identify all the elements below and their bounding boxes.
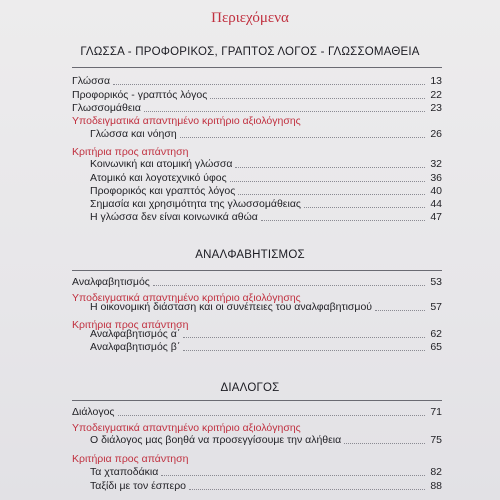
toc-entry [72, 328, 442, 341]
toc-entry-label: Τα χταποδάκια [90, 466, 159, 478]
toc-entry [72, 172, 442, 185]
subsection-label: Υποδειγματικά απαντημένο κριτήριο αξιολόγησης [72, 292, 301, 304]
toc-page-number: 26 [430, 128, 442, 140]
subsection-label: Υποδειγματικά απαντημένο κριτήριο αξιολόγησης [72, 115, 301, 127]
toc-page-number: 44 [430, 198, 442, 210]
dot-leader [161, 475, 425, 476]
toc-page-number: 82 [430, 466, 442, 478]
dot-leader [113, 84, 425, 85]
toc-entry [72, 75, 442, 88]
toc-entry [72, 89, 442, 102]
toc-entry [72, 276, 442, 289]
dot-leader [189, 489, 425, 490]
toc-entry [72, 128, 442, 141]
dot-leader [230, 181, 425, 182]
subsection-label: Κριτήρια προς απάντηση [72, 319, 189, 331]
toc-entry-label: Προφορικός - γραπτός λόγος [72, 89, 208, 101]
subsection-label: Υποδειγματικά απαντημένο κριτήριο αξιολόγησης [72, 422, 301, 434]
section-heading: ΔΙΑΛΟΓΟΣ [220, 382, 280, 394]
toc-page-number: 75 [430, 434, 442, 446]
dot-leader [238, 194, 425, 195]
toc-entry [72, 466, 442, 479]
subsection-label: Κριτήρια προς απάντηση [72, 146, 189, 158]
toc-entry-label: Γλωσσομάθεια [72, 102, 141, 114]
dot-leader [210, 98, 425, 99]
toc-page-number: 57 [430, 301, 442, 313]
section-divider [72, 67, 442, 68]
toc-entry-label: Προφορικός και γραπτός λόγος [90, 185, 236, 197]
toc-entry-label: Ατομικό και λογοτεχνικό ύφος [90, 172, 227, 184]
toc-entry [72, 102, 442, 115]
toc-page-number: 13 [430, 75, 442, 87]
toc-entry-label: Γλώσσα και νόηση [90, 128, 177, 140]
toc-entry-label: Ταξίδι με τον έσπερο [90, 480, 187, 492]
dot-leader [344, 443, 425, 444]
toc-entry-label: Κοινωνική και ατομική γλώσσα [90, 158, 233, 170]
toc-entry [72, 211, 442, 224]
toc-entry-label: Διάλογος [72, 406, 115, 418]
dot-leader [183, 350, 425, 351]
section-heading: ΑΝΑΛΦΑΒΗΤΙΣΜΟΣ [195, 249, 305, 261]
toc-page-number: 88 [430, 480, 442, 492]
dot-leader [261, 220, 425, 221]
toc-entry-label: Αναλφαβητισμός α΄ [90, 328, 181, 340]
toc-entry [72, 301, 442, 314]
dot-leader [153, 285, 425, 286]
toc-entry [72, 158, 442, 171]
toc-page-number: 71 [430, 406, 442, 418]
toc-entry-label: Αναλφαβητισμός [72, 276, 150, 288]
toc-page-number: 47 [430, 211, 442, 223]
subsection-label: Κριτήρια προς απάντηση [72, 453, 189, 465]
section-heading: ΓΛΩΣΣΑ - ΠΡΟΦΟΡΙΚΟΣ, ΓΡΑΠΤΟΣ ΛΟΓΟΣ - ΓΛΩΣΣΟΜΑΘΕΙΑ [80, 46, 420, 58]
toc-entry [72, 434, 442, 447]
section-divider [72, 270, 442, 271]
toc-entry [72, 406, 442, 419]
dot-leader [304, 207, 425, 208]
dot-leader [183, 337, 425, 338]
toc-entry [72, 198, 442, 211]
section-divider [72, 400, 442, 401]
toc-entry-label: Ο διάλογος μας βοηθά να προσεγγίσουμε την αλήθεια [90, 434, 342, 446]
toc-entry [72, 341, 442, 354]
toc-entry-label: Σημασία και χρησιμότητα της γλωσσομάθειας [90, 198, 301, 210]
toc-entry-label: Η οικονομική διάσταση και οι συνέπειες του αναλφαβητισμού [90, 301, 373, 313]
toc-entry [72, 480, 442, 493]
dot-leader [180, 137, 425, 138]
dot-leader [118, 415, 426, 416]
toc-entry-label: Γλώσσα [72, 75, 111, 87]
toc-page-number: 62 [430, 328, 442, 340]
toc-page-number: 40 [430, 185, 442, 197]
toc-page-number: 23 [430, 102, 442, 114]
toc-page-number: 65 [430, 341, 442, 353]
dot-leader [144, 111, 425, 112]
toc-page-number: 36 [430, 172, 442, 184]
dot-leader [375, 310, 425, 311]
toc-page-number: 53 [430, 276, 442, 288]
toc-entry-label: Η γλώσσα δεν είναι κοινωνικά αθώα [90, 211, 258, 223]
page-title: Περιεχόμενα [211, 10, 289, 26]
dot-leader [235, 167, 425, 168]
toc-entry-label: Αναλφαβητισμός β΄ [90, 341, 181, 353]
toc-entry [72, 185, 442, 198]
toc-page-number: 22 [430, 89, 442, 101]
toc-page-number: 32 [430, 158, 442, 170]
